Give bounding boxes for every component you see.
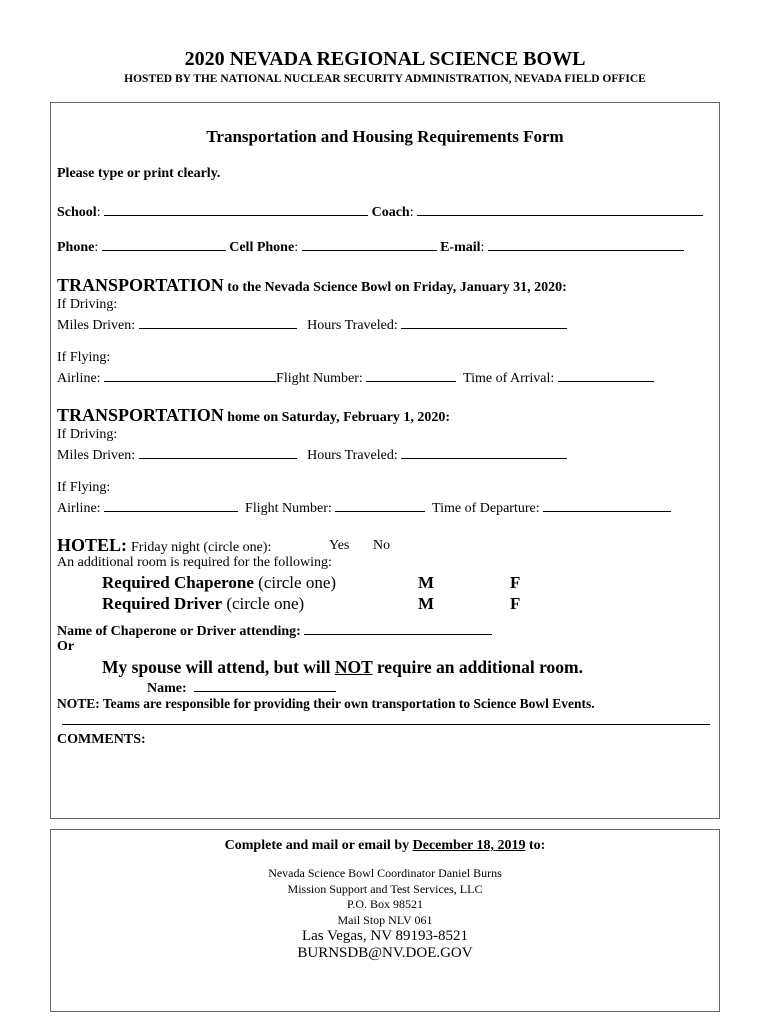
mail-deadline: December 18, 2019: [412, 838, 526, 853]
home-airline-label: Airline:: [57, 501, 101, 516]
hotel-row: [57, 535, 271, 556]
instruction-text: Please type or print clearly.: [57, 166, 221, 181]
email-label: E-mail: [440, 240, 481, 255]
home-airline-field[interactable]: [104, 498, 238, 512]
page-title: 2020 NEVADA REGIONAL SCIENCE BOWL: [184, 48, 586, 70]
to-flying-row: [57, 368, 654, 387]
hotel-no-option[interactable]: No: [373, 538, 391, 553]
address-line-2: Mission Support and Test Services, LLC: [287, 882, 483, 896]
mail-instruction-post: to:: [525, 838, 546, 853]
transport-to-heading: [57, 275, 567, 296]
coach-field[interactable]: [417, 202, 703, 216]
cell-phone-label: Cell Phone: [229, 240, 295, 255]
chaperone-m-option[interactable]: M: [418, 573, 435, 592]
spouse-not: NOT: [334, 657, 373, 677]
name-attending-field[interactable]: [304, 621, 492, 635]
section-divider: [62, 724, 710, 725]
cell-phone-field[interactable]: [302, 237, 437, 251]
hotel-yes-option[interactable]: Yes: [329, 538, 350, 553]
to-if-flying: If Flying:: [57, 350, 111, 365]
hotel-friday-label: Friday night (circle one):: [131, 540, 272, 555]
home-miles-label: Miles Driven:: [57, 448, 136, 463]
home-departure-field[interactable]: [543, 498, 671, 512]
home-miles-field[interactable]: [139, 445, 297, 459]
address-line-1: Nevada Science Bowl Coordinator Daniel Burns: [268, 866, 502, 880]
school-field[interactable]: [104, 202, 368, 216]
phone-row: Phone: Cell Phone: E-mail:: [57, 237, 684, 256]
chaperone-f-option[interactable]: F: [510, 573, 521, 592]
school-coach-row: School: Coach:: [57, 202, 703, 221]
email-field[interactable]: [488, 237, 684, 251]
to-hours-label: Hours Traveled:: [307, 318, 398, 333]
phone-label: Phone: [57, 240, 95, 255]
home-departure-label: Time of Departure:: [432, 501, 540, 516]
home-flight-label: Flight Number:: [245, 501, 332, 516]
spouse-name-field[interactable]: [194, 678, 336, 692]
driver-m-option[interactable]: M: [418, 594, 435, 613]
coach-label: Coach: [371, 205, 410, 220]
mail-instruction-pre: Complete and mail or email by: [224, 838, 413, 853]
additional-room-text: An additional room is required for the following:: [57, 555, 332, 570]
to-airline-label: Airline:: [57, 371, 101, 386]
address-line-5: Las Vegas, NV 89193-8521: [301, 928, 469, 944]
transport-home-heading-rest: home on Saturday, February 1, 2020:: [223, 410, 451, 425]
transport-to-heading-rest: to the Nevada Science Bowl on Friday, January 31, 2020:: [223, 280, 567, 295]
home-if-driving: If Driving:: [57, 427, 118, 442]
chaperone-label: Required Chaperone: [102, 573, 254, 592]
home-driving-row: [57, 445, 567, 464]
driver-row: [102, 594, 304, 614]
hotel-heading: HOTEL:: [57, 535, 128, 555]
transport-home-heading-big: TRANSPORTATION: [57, 405, 224, 425]
to-driving-row: [57, 315, 567, 334]
transport-to-heading-big: TRANSPORTATION: [57, 275, 224, 295]
mail-instruction: [50, 838, 720, 854]
name-attending-label: Name of Chaperone or Driver attending:: [57, 624, 301, 639]
driver-label: Required Driver: [102, 594, 223, 613]
driver-f-option[interactable]: F: [510, 594, 521, 613]
to-hours-field[interactable]: [401, 315, 567, 329]
chaperone-row: [102, 573, 336, 593]
to-miles-field[interactable]: [139, 315, 297, 329]
address-line-3: P.O. Box 98521: [346, 897, 423, 911]
spouse-post: require an additional room.: [372, 657, 583, 677]
chaperone-circle-one: (circle one): [253, 573, 337, 592]
to-miles-label: Miles Driven:: [57, 318, 136, 333]
home-flight-field[interactable]: [335, 498, 425, 512]
or-text: Or: [57, 639, 75, 654]
to-airline-field[interactable]: [104, 368, 276, 382]
to-flight-label: Flight Number:: [276, 371, 363, 386]
comments-label: COMMENTS:: [57, 732, 146, 747]
form-title: Transportation and Housing Requirements Form: [206, 127, 564, 146]
name-attending-row: [57, 621, 492, 640]
driver-circle-one: (circle one): [222, 594, 305, 613]
spouse-name-row: [147, 678, 336, 697]
to-arrival-field[interactable]: [558, 368, 654, 382]
address-line-4: Mail Stop NLV 061: [337, 913, 433, 927]
spouse-statement: [102, 657, 583, 678]
to-arrival-label: Time of Arrival:: [463, 371, 555, 386]
home-hours-field[interactable]: [401, 445, 567, 459]
spouse-name-label: Name:: [147, 681, 187, 696]
page-subtitle: HOSTED BY THE NATIONAL NUCLEAR SECURITY ADMINISTRATION, NEVADA FIELD OFFICE: [124, 73, 646, 85]
spouse-pre: My spouse will attend, but will: [102, 657, 335, 677]
home-if-flying: If Flying:: [57, 480, 111, 495]
to-flight-field[interactable]: [366, 368, 456, 382]
note-text: NOTE: Teams are responsible for providing their own transportation to Science Bowl Events.: [57, 696, 595, 711]
home-hours-label: Hours Traveled:: [307, 448, 398, 463]
home-flying-row: [57, 498, 671, 517]
school-label: School: [57, 205, 97, 220]
contact-email[interactable]: BURNSDB@NV.DOE.GOV: [297, 945, 473, 961]
phone-field[interactable]: [102, 237, 226, 251]
to-if-driving: If Driving:: [57, 297, 118, 312]
transport-home-heading: [57, 405, 450, 426]
